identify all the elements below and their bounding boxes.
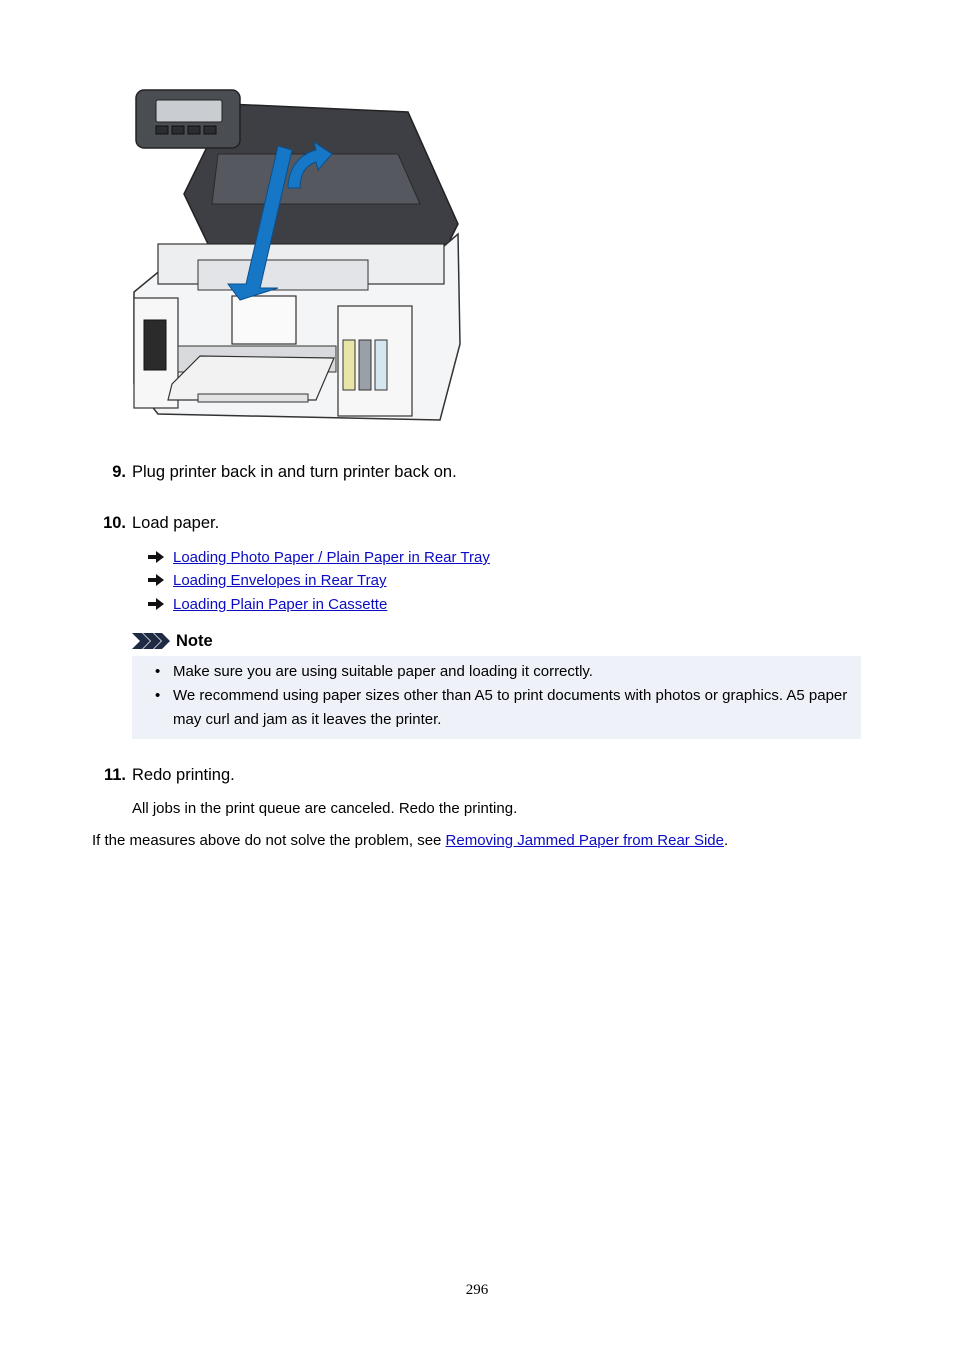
step-9: [92, 462, 457, 482]
note-item-text: We recommend using paper sizes other than A5 to print documents with photos or graphics. A5 paper may curl and jam as it leaves the printer.: [173, 687, 848, 728]
footer-prefix: If the measures above do not solve the problem, see: [92, 832, 446, 849]
step-text: Plug printer back in and turn printer back on.: [132, 463, 457, 481]
note-item: [155, 660, 848, 684]
link-loading-envelopes[interactable]: Loading Envelopes in Rear Tray: [173, 572, 387, 589]
note-title: Note: [176, 632, 213, 650]
page-number: 296: [465, 1282, 489, 1298]
link-removing-jammed-paper[interactable]: Removing Jammed Paper from Rear Side: [445, 832, 724, 849]
note-item: [155, 684, 848, 732]
step-11: [92, 765, 235, 785]
step-number: 11.: [103, 766, 126, 784]
footer-sentence: [92, 832, 728, 850]
redo-description: All jobs in the print queue are canceled. Redo the printing.: [132, 800, 518, 817]
printer-illustration: [128, 84, 464, 430]
note-heading: [132, 631, 213, 651]
note-box: [132, 656, 861, 739]
step-text: Redo printing.: [132, 766, 235, 784]
step-text: Load paper.: [132, 514, 220, 532]
step-number: 10.: [103, 514, 126, 532]
link-loading-plain-paper-cassette[interactable]: Loading Plain Paper in Cassette: [173, 596, 388, 613]
arrow-right-icon: [148, 574, 164, 586]
link-row: [148, 572, 386, 590]
link-row: [148, 596, 387, 614]
bullet: •: [155, 663, 161, 680]
step-number: 9.: [112, 463, 126, 481]
link-loading-photo-paper[interactable]: Loading Photo Paper / Plain Paper in Rear Tray: [173, 549, 490, 566]
footer-suffix: .: [724, 832, 729, 849]
arrow-right-icon: [148, 551, 164, 563]
arrow-right-icon: [148, 598, 164, 610]
note-chevrons-icon: [132, 633, 172, 649]
link-row: [148, 549, 490, 567]
note-item-text: Make sure you are using suitable paper and loading it correctly.: [173, 663, 593, 680]
step-10: [92, 513, 219, 533]
bullet: •: [155, 687, 161, 704]
